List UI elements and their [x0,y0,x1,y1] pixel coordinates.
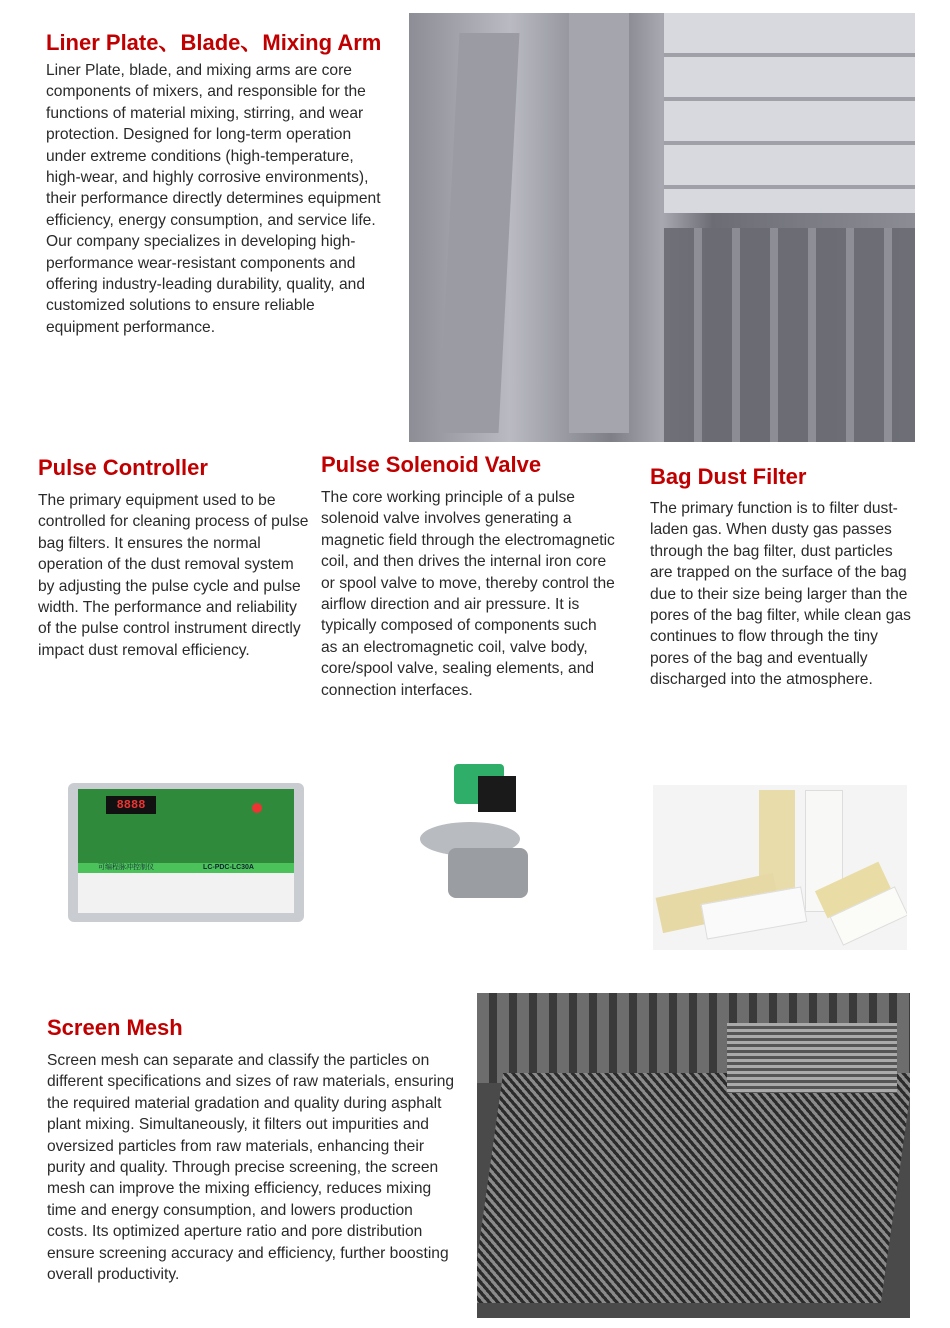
pulse-controller-title: Pulse Controller [38,455,208,480]
pulse-controller-text: The primary equipment used to be controlled for cleaning process of pulse bag filters. It ensures the normal operation of the dust removal system by adjusting the pulse cycle and pulse width. The performance and reliability of the pulse control instrument directly impact dust removal efficiency. [38,492,309,659]
pulse-controller-photo [68,783,304,922]
liner-plate-text: Liner Plate, blade, and mixing arms are core components of mixers, and responsible for the functions of material mixing, stirring, and wear protection. Designed for long-term operation under extreme conditions (high-temperature, high-wear, and highly corrosive environments), their performance directly determines equipment efficiency, energy consumption, and service life. Our company specializes in developing high-performance wear-resistant components and offering industry-leading durability, quality, and customized solutions to ensure reliable equipment performance. [46,62,381,336]
screen-mesh-photo [477,993,910,1318]
pulse-solenoid-valve-text: The core working principle of a pulse solenoid valve involves generating a magnetic field through the electromagnetic coil, and then drives the internal iron core or spool valve to move, thereby control the airflow direction and air pressure. It is typically composed of components such as an electromagnetic coil, valve body, core/spool valve, sealing elements, and connection interfaces. [321,489,615,699]
bag-filter-photo [653,785,907,950]
liner-plate-title: Liner Plate、Blade、Mixing Arm [46,30,382,55]
led-display: 8888 [106,796,156,814]
liner-plate-photo [409,13,915,442]
bag-dust-filter-text: The primary function is to filter dust-laden gas. When dusty gas passes through the bag filter, dust particles are trapped on the surface of the bag due to their size being larger than the pores of the bag filter, while clean gas continues to flow through the tiny pores of the bag and eventually discharged into the atmosphere. [650,500,911,689]
bag-dust-filter-title: Bag Dust Filter [650,464,807,489]
screen-mesh-text: Screen mesh can separate and classify the particles on different specifications and sizes of raw materials, ensuring the required material gradation and quality during asphalt plant mixing. Simultaneously, it filters out impurities and oversized particles from raw materials, enhancing their purity and quality. Through precise screening, the screen mesh can improve the mixing efficiency, reduces mixing time and energy consumption, and lowers production costs. Its optimized aperture ratio and pore distribution ensure screening accuracy and efficiency, further boosting overall productivity. [47,1052,455,1284]
screen-mesh-title: Screen Mesh [47,1015,183,1040]
pulse-solenoid-valve-title: Pulse Solenoid Valve [321,452,542,477]
controller-model: LC-PDC-LC30A [203,864,254,871]
controller-label: 可编程脉冲控制仪 [98,864,154,871]
solenoid-valve-photo [418,762,546,898]
